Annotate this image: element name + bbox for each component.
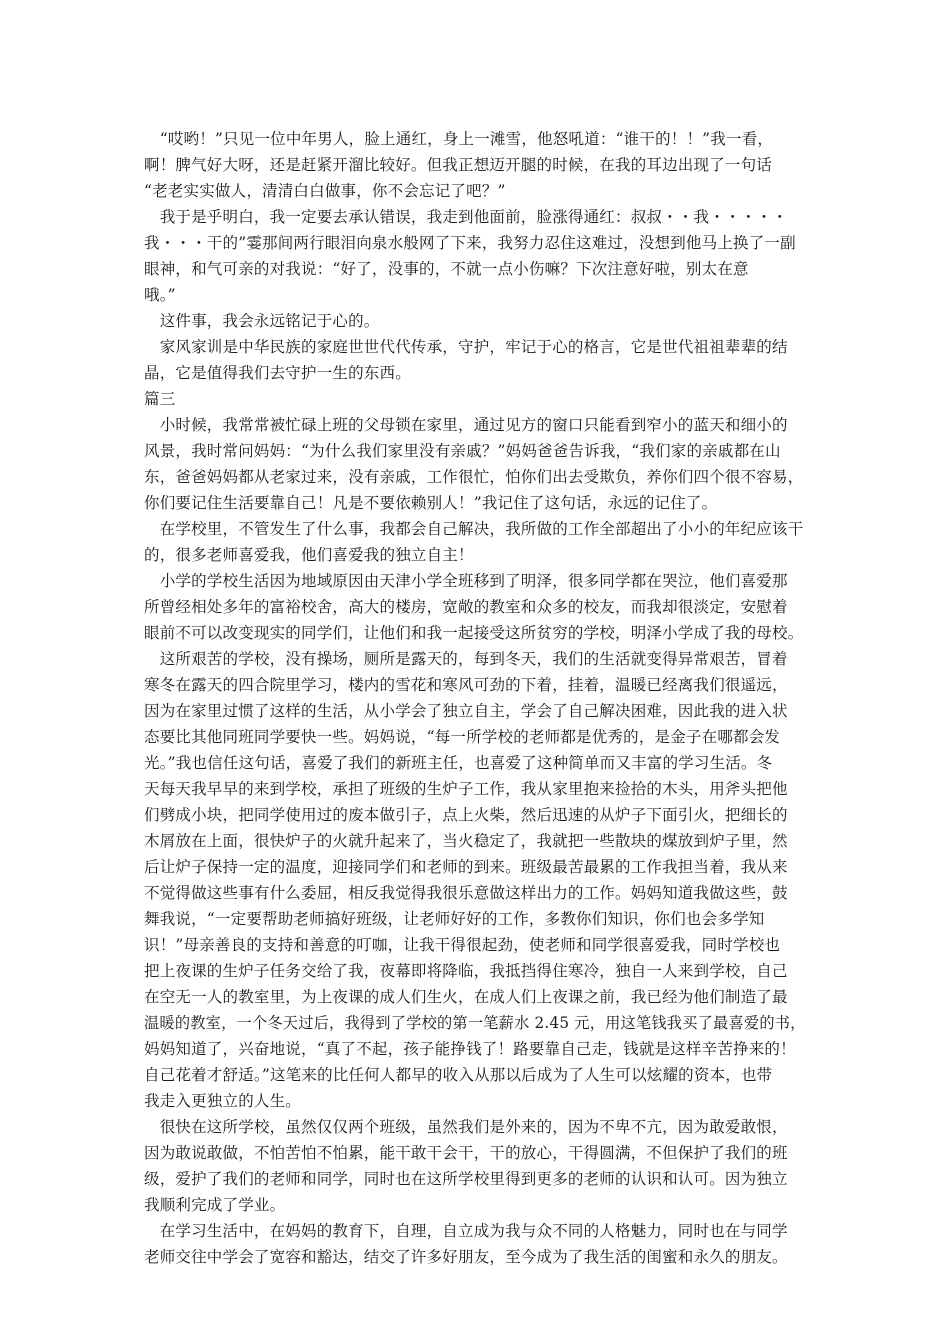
text-line: “哎哟！”只见一位中年男人，脸上通红，身上一滩雪，他怒吼道：“谁干的！！”我一看， — [144, 130, 774, 148]
text-line: 老师交往中学会了宽容和豁达，结交了许多好朋友，至今成为了我生活的闺蜜和永久的朋友。 — [144, 1248, 788, 1266]
text-line: 小时候，我常常被忙碌上班的父母锁在家里，通过见方的窗口只能看到窄小的蓝天和细小的 — [144, 416, 788, 434]
text-line: 晶，它是值得我们去守护一生的东西。 — [144, 364, 411, 382]
text-line: 光。”我也信任这句话，喜爱了我们的新班主任，也喜爱了这种简单而又丰富的学习生活。冬 — [144, 754, 773, 772]
text-line: 小学的学校生活因为地域原因由天津小学全班移到了明泽，很多同学都在哭泣，他们喜爱那 — [144, 572, 788, 590]
text-line: 家风家训是中华民族的家庭世世代代传承，守护，牢记于心的格言，它是世代祖祖辈辈的结 — [144, 338, 788, 356]
text-line: 木屑放在上面，很快炉子的火就升起来了，当火稳定了，我就把一些散块的煤放到炉子里，然 — [144, 832, 788, 850]
text-line: 眼前不可以改变现实的同学们，让他们和我一起接受这所贫穷的学校，明泽小学成了我的母校。 — [144, 624, 804, 642]
text-line: 态要比其他同班同学要快一些。妈妈说，“每一所学校的老师都是优秀的，是金子在哪都会发 — [144, 728, 781, 746]
text-line: 篇三 — [144, 390, 176, 408]
text-line: 不觉得做这些事有什么委屈，相反我觉得我很乐意做这样出力的工作。妈妈知道我做这些，鼓 — [144, 884, 788, 902]
text-line: 自己花着才舒适。”这笔来的比任何人都早的收入从那以后成为了人生可以炫耀的资本，也带 — [144, 1066, 773, 1084]
text-line: 这件事，我会永远铭记于心的。 — [144, 312, 380, 330]
text-line: 把上夜课的生炉子任务交给了我，夜幕即将降临，我抵挡得住寒冷，独自一人来到学校，自己 — [144, 962, 788, 980]
text-line: 我・・・干的”霎那间两行眼泪向泉水般网了下来，我努力忍住这难过，没想到他马上换了一副 — [144, 234, 796, 252]
text-line: 天每天我早早的来到学校，承担了班级的生炉子工作，我从家里抱来捡拾的木头，用斧头把他 — [144, 780, 788, 798]
text-line: 这所艰苦的学校，没有操场，厕所是露天的，每到冬天，我们的生活就变得异常艰苦，冒着 — [144, 650, 788, 668]
text-line: 妈妈知道了，兴奋地说，“真了不起，孩子能挣钱了！路要靠自己走，钱就是这样辛苦挣来的！ — [144, 1040, 796, 1058]
text-line: 我顺利完成了学业。 — [144, 1196, 286, 1214]
text-line: 哦。” — [144, 286, 176, 304]
text-line: 的，很多老师喜爱我，他们喜爱我的独立自主！ — [144, 546, 474, 564]
text-line: 在学习生活中，在妈妈的教育下，自理，自立成为我与众不同的人格魅力，同时也在与同学 — [144, 1222, 788, 1240]
text-line: 东，爸爸妈妈都从老家过来，没有亲戚，工作很忙，怕你们出去受欺负，养你们四个很不容易， — [144, 468, 804, 486]
text-line: 啊！脾气好大呀，还是赶紧开溜比较好。但我正想迈开腿的时候，在我的耳边出现了一句话 — [144, 156, 773, 174]
text-line: 很快在这所学校，虽然仅仅两个班级，虽然我们是外来的，因为不卑不亢，因为敢爱敢恨， — [144, 1118, 788, 1136]
text-line: 风景，我时常问妈妈：“为什么我们家里没有亲戚？”妈妈爸爸告诉我，“我们家的亲戚都在山 — [144, 442, 781, 460]
text-line: 识！”母亲善良的支持和善意的叮咖，让我干得很起劲，使老师和同学很喜爱我，同时学校也 — [144, 936, 781, 954]
text-line: 你们要记住生活要靠自己！凡是不要依赖别人！”我记住了这句话，永远的记住了。 — [144, 494, 718, 512]
text-line: 眼神，和气可亲的对我说：“好了，没事的，不就一点小伤嘛？下次注意好啦，别太在意 — [144, 260, 749, 278]
text-line: 因为在家里过惯了这样的生活，从小学会了独立自主，学会了自己解决困难，因此我的进入状 — [144, 702, 788, 720]
text-line: 级，爱护了我们的老师和同学，同时也在这所学校里得到更多的老师的认识和认可。因为独立 — [144, 1170, 788, 1188]
text-line: 因为敢说敢做，不怕苦怕不怕累，能干敢干会干，干的放心，干得圆满，不但保护了我们的班 — [144, 1144, 788, 1162]
text-line: 寒冬在露天的四合院里学习，楼内的雪花和寒风可劲的下着，挂着，温暖已经离我们很遥远， — [144, 676, 788, 694]
text-line: 在空无一人的教室里，为上夜课的成人们生火，在成人们上夜课之前，我已经为他们制造了最 — [144, 988, 788, 1006]
text-line: 舞我说，“一定要帮助老师搞好班级，让老师好好的工作，多教你们知识，你们也会多学知 — [144, 910, 765, 928]
text-line: 温暖的教室，一个冬天过后，我得到了学校的第一笔薪水 2.45 元，用这笔钱我买了最喜爱的书， — [144, 1014, 806, 1032]
text-line: 我于是乎明白，我一定要去承认错误，我走到他面前，脸涨得通红：叔叔・・我・・・・・ — [144, 208, 788, 226]
text-line: “老老实实做人，清清白白做事，你不会忘记了吧？” — [144, 182, 506, 200]
text-line: 在学校里，不管发生了什么事，我都会自己解决，我所做的工作全部超出了小小的年纪应该干 — [144, 520, 804, 538]
text-line: 我走入更独立的人生。 — [144, 1092, 302, 1110]
text-line: 们劈成小块，把同学使用过的废本做引子，点上火柴，然后迅速的从炉子下面引火，把细长的 — [144, 806, 788, 824]
text-line: 后让炉子保持一定的温度，迎接同学们和老师的到来。班级最苦最累的工作我担当着，我从来 — [144, 858, 788, 876]
text-line: 所曾经相处多年的富裕校舍，高大的楼房，宽敞的教室和众多的校友，而我却很淡定，安慰着 — [144, 598, 788, 616]
